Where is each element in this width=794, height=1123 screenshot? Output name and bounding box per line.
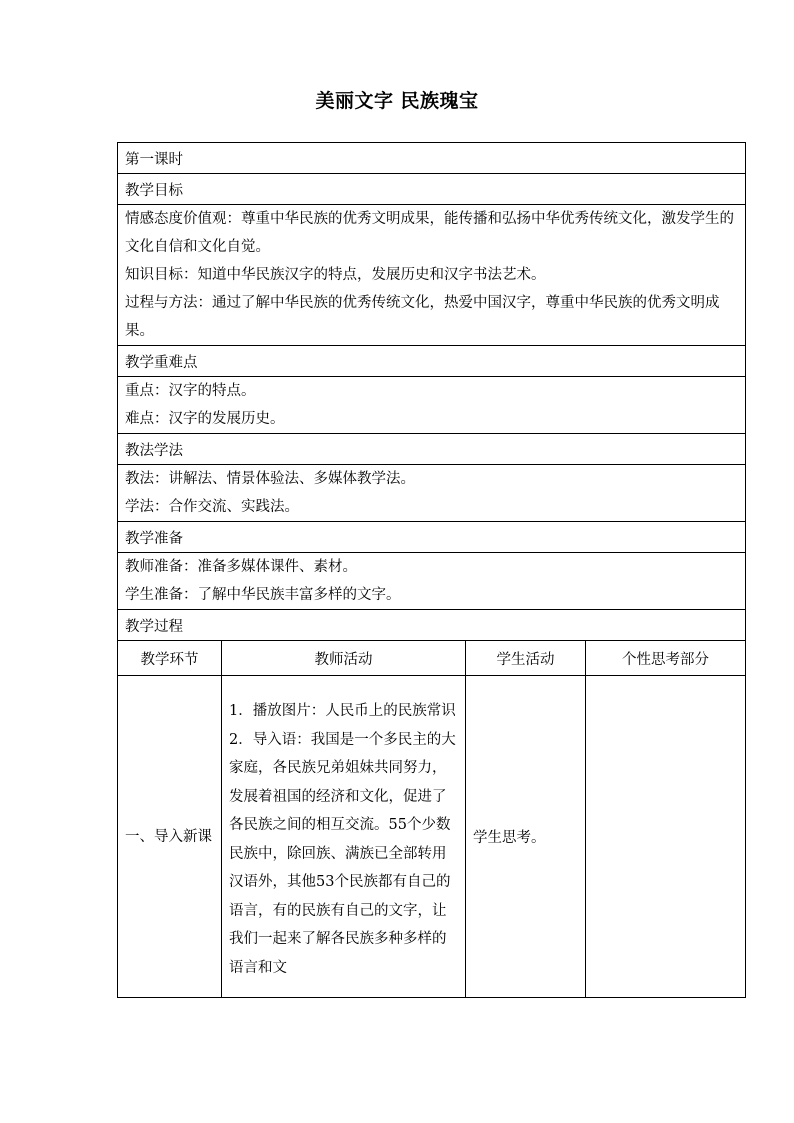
key-points-heading: 教学重难点	[118, 346, 746, 377]
method-item: 学法：合作交流、实践法。	[125, 499, 299, 515]
methods-content	[118, 465, 746, 522]
methods-heading: 教法学法	[118, 434, 746, 465]
teacher-activity-item: 2．导入语：我国是一个多民主的大家庭，各民族兄弟姐妹共同努力，发展着祖国的经济和文化，促进了各民族之间的相互交流。55个少数民族中，除回族、满族已全部转用汉语外，其他53个民族都有自己的语言，有的民族有自己的文字，让我们一起来了解各民族多种多样的语言和文	[229, 731, 456, 976]
key-point-item: 难点：汉字的发展历史。	[125, 411, 285, 427]
objective-item: 知识目标：知道中华民族汉字的特点，发展历史和汉字书法艺术。	[125, 267, 546, 283]
stage-cell: 一、导入新课	[118, 676, 222, 998]
objective-item: 情感态度价值观：尊重中华民族的优秀文明成果，能传播和弘扬中华优秀传统文化，激发学生的文化自信和文化自觉。	[125, 211, 734, 255]
lesson-plan-table	[117, 142, 746, 998]
objectives-content	[118, 205, 746, 346]
student-activity-cell: 学生思考。	[466, 676, 586, 998]
objectives-heading: 教学目标	[118, 174, 746, 205]
preparation-heading: 教学准备	[118, 522, 746, 553]
column-header-stage: 教学环节	[118, 641, 222, 676]
preparation-item: 教师准备：准备多媒体课件、素材。	[125, 559, 357, 575]
preparation-content	[118, 553, 746, 610]
table-row	[118, 676, 746, 998]
teacher-activity-item: 1．播放图片：人民币上的民族常识	[229, 703, 456, 719]
column-header-student: 学生活动	[466, 641, 586, 676]
teacher-activity-cell	[222, 676, 466, 998]
process-heading: 教学过程	[118, 610, 746, 641]
reflection-cell	[586, 676, 746, 998]
preparation-item: 学生准备：了解中华民族丰富多样的文字。	[125, 587, 401, 603]
key-point-item: 重点：汉字的特点。	[125, 383, 256, 399]
column-header-reflection: 个性思考部分	[586, 641, 746, 676]
objective-item: 过程与方法：通过了解中华民族的优秀传统文化，热爱中国汉字，尊重中华民族的优秀文明成果。	[125, 295, 720, 339]
key-points-content	[118, 377, 746, 434]
method-item: 教法：讲解法、情景体验法、多媒体教学法。	[125, 471, 415, 487]
column-header-teacher: 教师活动	[222, 641, 466, 676]
document-title: 美丽文字 民族瑰宝	[315, 90, 479, 112]
lesson-label: 第一课时	[118, 143, 746, 174]
